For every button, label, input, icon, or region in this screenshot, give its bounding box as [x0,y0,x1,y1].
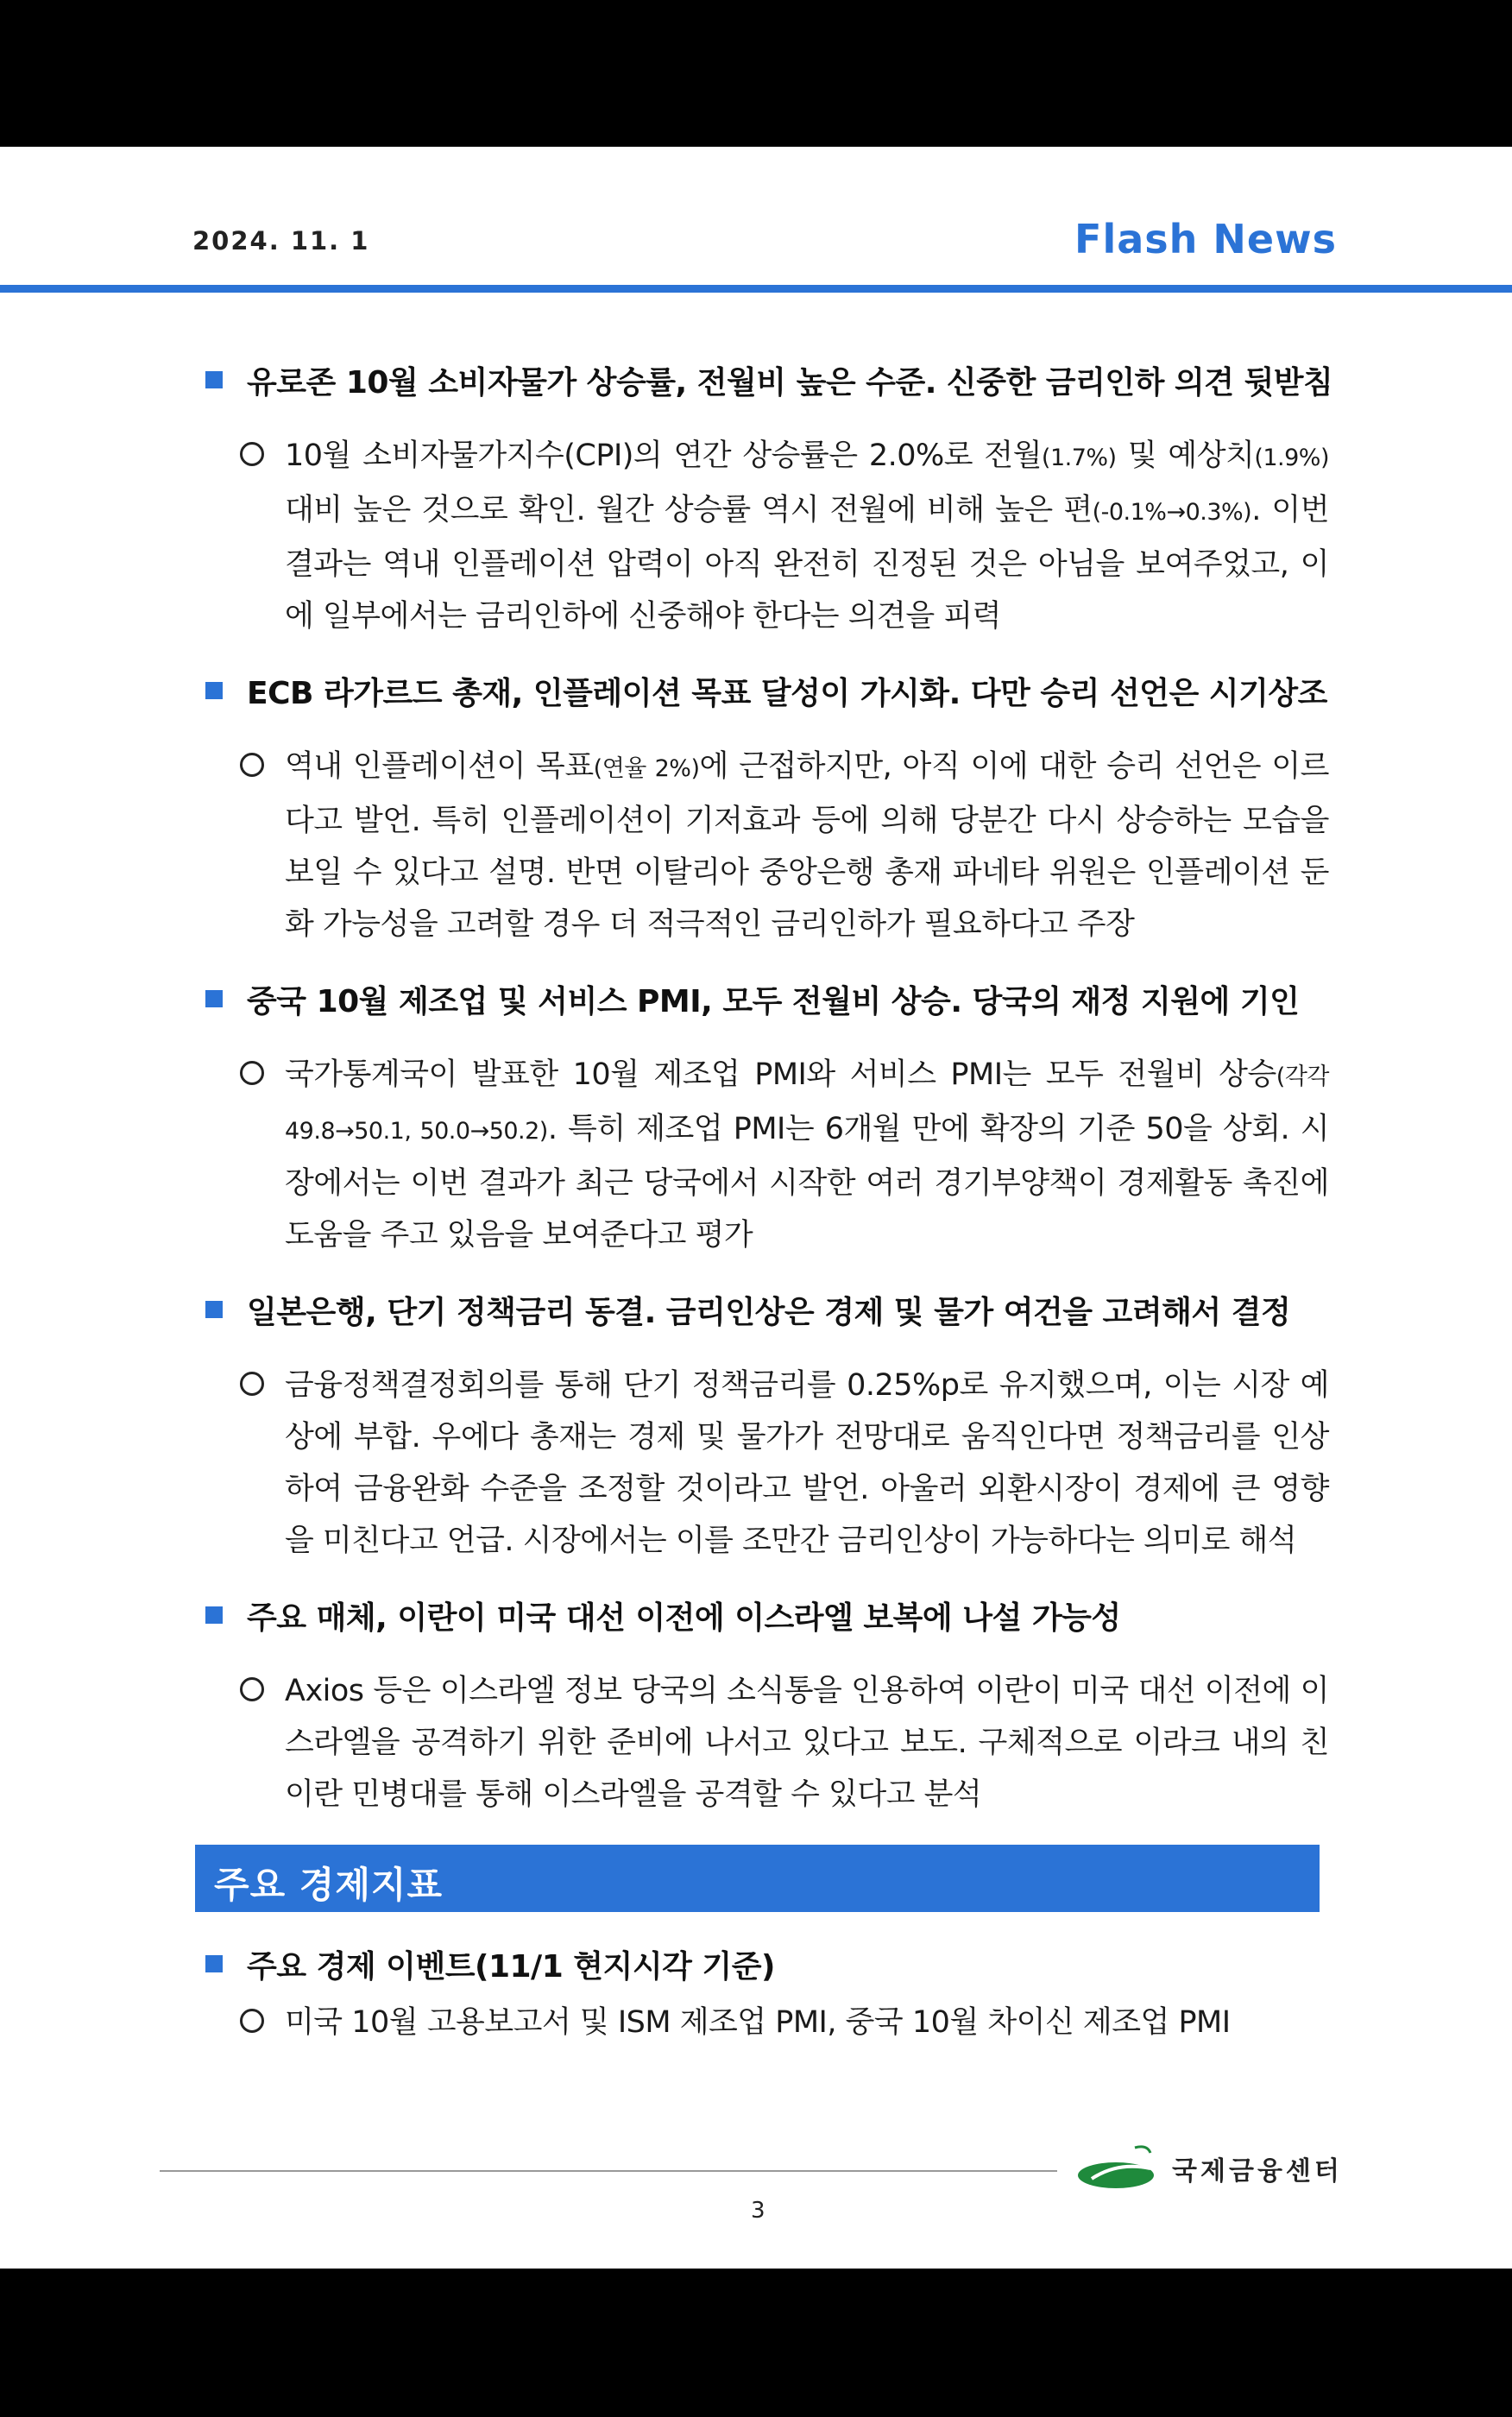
body-text: 국가통계국이 발표한 10월 제조업 PMI와 서비스 PMI는 모두 전월비 상승 [285,1057,1276,1092]
section-body [285,1360,1329,1567]
square-bullet-icon [205,1955,223,1972]
body-text: 금융정책결정회의를 통해 단기 정책금리를 0.25%p로 유지했으며, 이는 시장 예상에 부합. 우에다 총재는 경제 및 물가가 전망대로 움직인다면 정책금리를 인상하여 금융완화 수준을 조정할 것이라고 발언. 아울러 외환시장이 경제에 큰 영향을 미친다고 언급. 시장에서는 이를 조만간 금리인상이 가능하다는 의미로 해석 [285,1368,1329,1558]
section-item [240,1997,1329,2048]
news-section [198,1589,1329,1821]
body-note: (1.9%) [1254,445,1329,471]
section-item [240,1665,1329,1821]
square-bullet-icon [205,371,223,388]
section-body [285,741,1329,950]
section-title: 일본은행, 단기 정책금리 동결. 금리인상은 경제 및 물가 여건을 고려해서 결정 [247,1294,1291,1330]
section-body [285,430,1329,642]
section-title: 주요 매체, 이란이 미국 대선 이전에 이스라엘 보복에 나설 가능성 [247,1600,1121,1636]
section-heading [205,1284,1329,1335]
main-content [198,354,1333,2048]
circle-bullet-icon [240,2009,264,2033]
document-page [0,147,1512,2269]
body-text: 대비 높은 것으로 확인. 월간 상승률 역시 전월에 비해 높은 편 [285,493,1093,527]
section-title: 유로존 10월 소비자물가 상승률, 전월비 높은 수준. 신중한 금리인하 의견 뒷받침 [247,364,1333,401]
section-heading [205,973,1329,1025]
section-title: ECB 라가르드 총재, 인플레이션 목표 달성이 가시화. 다만 승리 선언은 시기상조 [247,675,1327,711]
section-heading [205,665,1329,716]
section-item [240,1360,1329,1567]
organization-name: 국제금융센터 [1172,2156,1343,2187]
body-text: . 이번 결과는 역내 인플레이션 압력이 아직 완전히 진정된 것은 아님을 보여주었고, 이에 일부에서는 금리인하에 신중해야 한다는 의견을 피력 [285,493,1329,634]
square-bullet-icon [205,1301,223,1318]
report-date: 2024. 11. 1 [192,226,370,256]
section-heading [205,1589,1329,1641]
footer-divider [160,2170,1057,2172]
news-section [198,665,1329,950]
circle-bullet-icon [240,1372,264,1396]
news-section [198,354,1333,642]
banner-title: 주요 경제지표 [214,1864,444,1906]
section-title: 주요 경제 이벤트(11/1 현지시각 기준) [247,1948,775,1985]
news-section [198,973,1329,1261]
body-text: . 특히 제조업 PMI는 6개월 만에 확장의 기준 50을 상회. 시장에서는 이번 결과가 최근 당국에서 시작한 여러 경기부양책이 경제활동 촉진에 도움을 주고 있음을 보여준다고 평가 [285,1112,1330,1253]
circle-bullet-icon [240,442,264,466]
circle-bullet-icon [240,1677,264,1701]
circle-bullet-icon [240,753,264,777]
header-divider [0,285,1512,293]
indicators-banner [195,1845,1320,1912]
body-text: 에 근접하지만, 아직 이에 대한 승리 선언은 이르다고 발언. 특히 인플레이션이 기저효과 등에 의해 당분간 다시 상승하는 모습을 보일 수 있다고 설명. 반면 이탈리아 중앙은행 총재 파네타 위원은 인플레이션 둔화 가능성을 고려할 경우 더 적극적인 금리인하가 필요하다고 주장 [285,749,1329,942]
events-section [198,1938,1329,2048]
section-body [285,1049,1329,1261]
section-title: 중국 10월 제조업 및 서비스 PMI, 모두 전월비 상승. 당국의 재정 지원에 기인 [247,983,1300,1019]
kcif-logo-icon [1074,2142,1161,2194]
body-text: 역내 인플레이션이 목표 [285,749,594,784]
body-text: 미국 10월 고용보고서 및 ISM 제조업 PMI, 중국 10월 차이신 제조업 PMI [285,2005,1231,2040]
square-bullet-icon [205,682,223,699]
body-text: Axios 등은 이스라엘 정보 당국의 소식통을 인용하여 이란이 미국 대선 이전에 이스라엘을 공격하기 위한 준비에 나서고 있다고 보도. 구체적으로 이라크 내의 친이란 민병대를 통해 이스라엘을 공격할 수 있다고 분석 [285,1674,1329,1812]
report-title: Flash News [1074,216,1337,262]
body-text: 및 예상치 [1116,439,1255,473]
section-heading [205,354,1333,406]
square-bullet-icon [205,1606,223,1624]
section-heading [205,1938,1329,1990]
body-text: 10월 소비자물가지수(CPI)의 연간 상승률은 2.0%로 전월 [285,439,1042,473]
page-number: 3 [751,2198,765,2224]
body-note: (각각 49.8→50.1, 50.0→50.2) [285,1063,1329,1145]
circle-bullet-icon [240,1061,264,1085]
news-section [198,1284,1329,1567]
body-note: (연율 2%) [593,755,700,782]
section-item [240,1049,1329,1261]
section-body [285,1997,1329,2048]
section-body [285,1665,1329,1821]
body-note: (-0.1%→0.3%) [1092,499,1252,526]
body-note: (1.7%) [1041,445,1117,471]
section-item [240,430,1329,642]
section-item [240,741,1329,950]
square-bullet-icon [205,990,223,1007]
